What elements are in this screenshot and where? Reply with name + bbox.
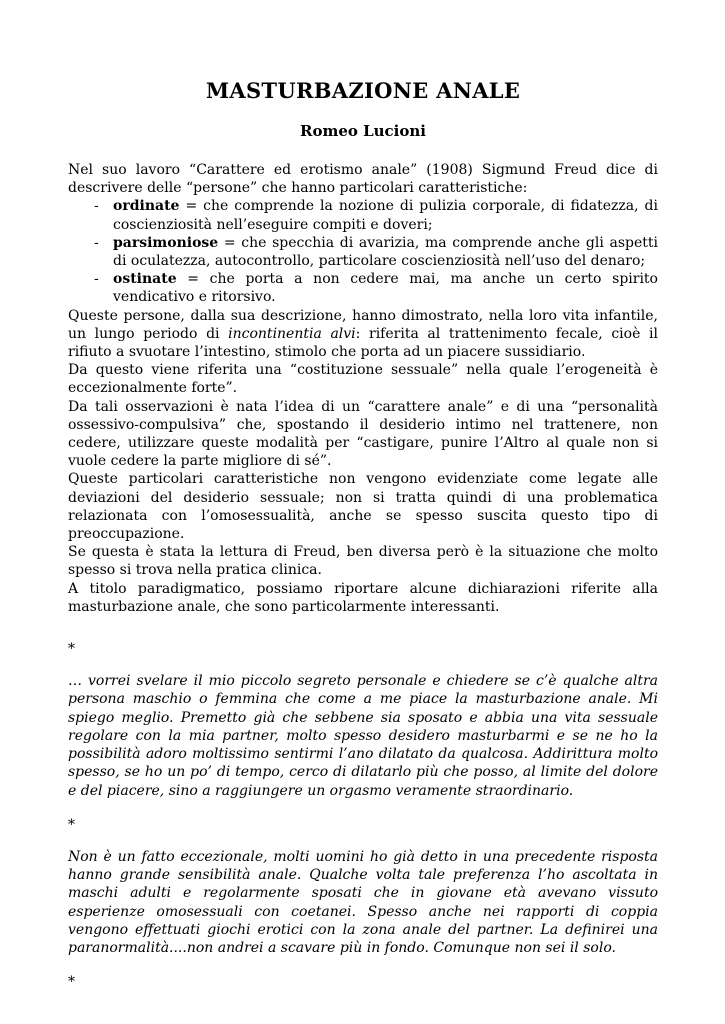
list-item-ostinate xyxy=(68,270,658,306)
characteristics-list xyxy=(68,197,658,306)
characteristic-term: parsimoniose xyxy=(113,234,219,251)
characteristic-definition: = che specchia di avarizia, ma comprende anche gli aspetti di oculatezza, autocontrollo, particolare coscienziosità nell’uso del denaro; xyxy=(113,234,658,270)
intro-paragraph: Nel suo lavoro “Carattere ed erotismo anale” (1908) Sigmund Freud dice di descrivere delle “persone” che hanno particolari caratteristiche: xyxy=(68,162,658,197)
section-separator-asterisk: * xyxy=(68,816,75,833)
characteristic-definition: = che comprende la nozione di pulizia corporale, di fidatezza, di coscienziosità nell’eseguire compiti e doveri; xyxy=(113,198,658,233)
paragraph-text: : riferita al trattenimento fecale, cioè il rifiuto a svuotare l’intestino, stimolo che porta ad un piacere sussidiario. xyxy=(68,325,658,361)
paragraph-paradigmatico: A titolo paradigmatico, possiamo riportare alcune dichiarazioni riferite alla masturbazione anale, che sono particolarmente interessanti. xyxy=(68,580,658,615)
characteristic-term: ostinate xyxy=(113,271,177,288)
list-item-text xyxy=(113,270,658,306)
document-title: MASTURBAZIONE ANALE xyxy=(205,78,521,103)
list-item-ordinate xyxy=(68,197,658,233)
bullet-marker: - xyxy=(94,234,99,251)
document-author: Romeo Lucioni xyxy=(299,122,426,140)
characteristic-term: ordinate xyxy=(113,198,180,215)
testimonial-quote-1: … vorrei svelare il mio piccolo segreto personale e chiedere se c’è qualche altra persona maschio o femmina che come a me piace la masturbazione anale. Mi spiego meglio. Premetto già che sebbene sia sposato e abbia una vita sessuale regolare con la mia partner, molto spesso desidero masturbarmi e se ne ho la possibilità adoro moltissimo sentirmi l’ano dilatato da qualcosa. Addirittura molto spesso, se ho un po’ di tempo, cerco di dilatarlo più che posso, al limite del dolore e del piacere, sino a raggiungere un orgasmo veramente straordinario. xyxy=(68,673,658,799)
section-separator-asterisk: * xyxy=(68,974,75,991)
section-separator-asterisk: * xyxy=(68,641,75,658)
paragraph-costituzione: Da questo viene riferita una “costituzione sessuale” nella quale l’erogeneità è eccezionalmente forte”. xyxy=(68,362,658,397)
latin-term-italic: incontinentia alvi xyxy=(228,325,356,342)
paragraph-deviazioni: Queste particolari caratteristiche non vengono evidenziate come legate alle deviazioni del desiderio sessuale; non si tratta quindi di una problematica relazionata con l’omosessualità, anche se spesso suscita questo tipo di preoccupazione. xyxy=(68,471,658,543)
bullet-marker: - xyxy=(94,198,99,215)
characteristic-definition: = che porta a non cedere mai, ma anche un certo spirito vendicativo e ritorsivo. xyxy=(113,271,658,306)
testimonial-quote-2: Non è un fatto eccezionale, molti uomini ho già detto in una precedente risposta hanno grande sensibilità anale. Qualche volta tale preferenza l’ho ascoltata in maschi adulti e regolarmente sposati che in giovane età avevano vissuto esperienze omosessuali con coetanei. Spesso anche nei rapporti di coppia vengono effettuati giochi erotici con la zona anale del partner. La definirei una paranormalità....non andrei a scavare più in fondo. Comunque non sei il solo. xyxy=(68,848,658,956)
list-item-text xyxy=(113,197,658,233)
paragraph-incontinentia xyxy=(68,307,658,362)
paragraph-text: Queste persone, dalla sua descrizione, hanno dimostrato, nella loro vita infantile, un lungo periodo di xyxy=(68,307,658,342)
list-item-text xyxy=(113,234,658,270)
list-item-parsimoniose xyxy=(68,234,658,270)
paragraph-lettura-freud: Se questa è stata la lettura di Freud, ben diversa però è la situazione che molto spesso si trova nella pratica clinica. xyxy=(68,544,658,579)
paragraph-carattere-anale: Da tali osservazioni è nata l’idea di un “carattere anale” e di una “personalità ossessivo-compulsiva” che, spostando il desiderio intimo nel trattenere, non cedere, utilizzare queste modalità per “castigare, punire l’Altro al quale non si vuole cedere la parte migliore di sé”. xyxy=(68,398,658,470)
bullet-marker: - xyxy=(94,271,99,288)
